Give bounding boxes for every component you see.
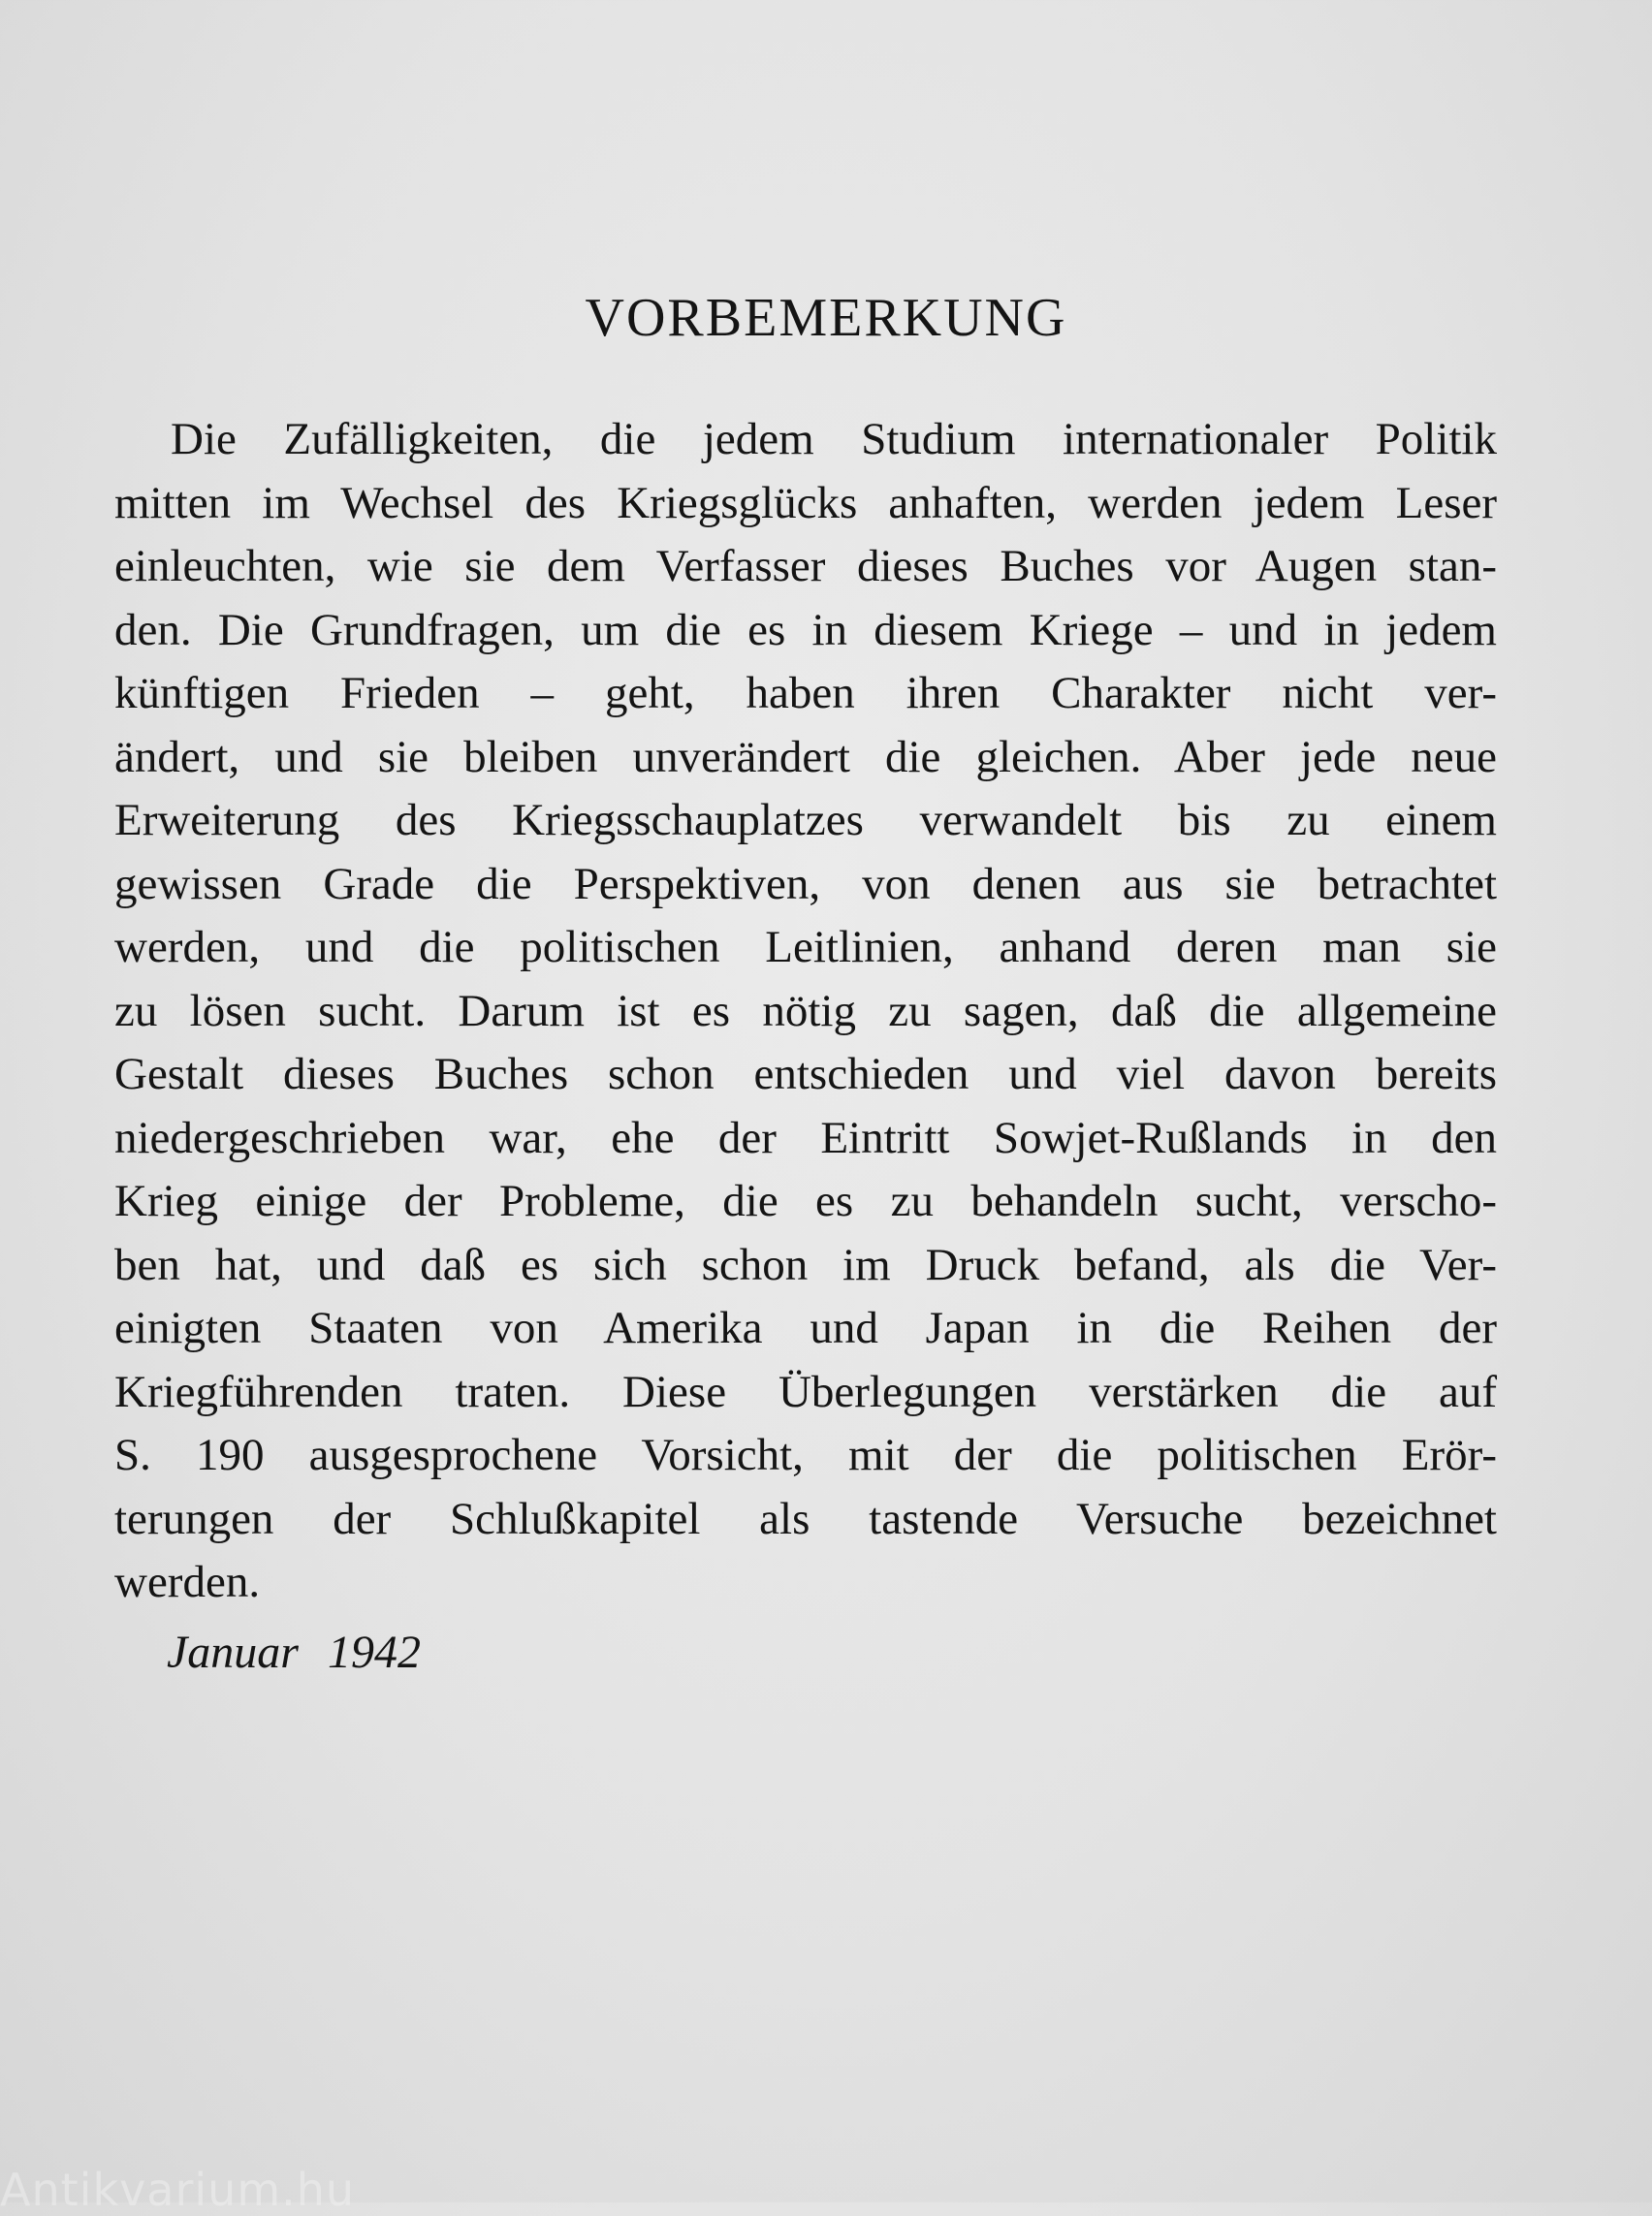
text-line: Erweiterung des Kriegsschauplatzes verwandelt bis zu einem (114, 795, 1497, 845)
text-line: den. Die Grundfragen, um die es in diesem Kriege – und in jedem (114, 604, 1497, 655)
text-line: zu lösen sucht. Darum ist es nötig zu sagen, daß die allgemeine (114, 985, 1497, 1036)
date-signature (167, 1621, 421, 1685)
text-line: künftigen Frieden – geht, haben ihren Charakter nicht ver- (114, 668, 1497, 718)
text-line: Krieg einige der Probleme, die es zu behandeln sucht, verscho- (114, 1176, 1497, 1226)
text-line: Die Zufälligkeiten, die jedem Studium internationaler Politik (171, 414, 1497, 464)
text-line: einigten Staaten von Amerika und Japan in die Reihen der (114, 1303, 1497, 1353)
date-year: 1942 (327, 1627, 421, 1678)
text-line: niedergeschrieben war, ehe der Eintritt Sowjet-Rußlands in den (114, 1112, 1497, 1163)
text-line: terungen der Schlußkapitel als tastende Versuche bezeichnet (114, 1493, 1497, 1544)
page-title: VORBEMERKUNG (585, 288, 1067, 348)
text-line: ben hat, und daß es sich schon im Druck befand, als die Ver- (114, 1239, 1497, 1290)
preface-paragraph (114, 408, 1497, 1615)
text-line: Gestalt dieses Buches schon entschieden und viel davon bereits (114, 1049, 1497, 1099)
text-line: ändert, und sie bleiben unverändert die gleichen. Aber jede neue (114, 731, 1497, 782)
watermark: Antikvarium.hu (0, 2164, 356, 2216)
text-line: S. 190 ausgesprochene Vorsicht, mit der die politischen Erör- (114, 1430, 1497, 1480)
text-line: werden, und die politischen Leitlinien, anhand deren man sie (114, 922, 1497, 972)
text-line: gewissen Grade die Perspektiven, von denen aus sie betrachtet (114, 858, 1497, 909)
text-line: Kriegführenden traten. Diese Überlegungen verstärken die auf (114, 1366, 1497, 1417)
text-line: einleuchten, wie sie dem Verfasser dieses Buches vor Augen stan- (114, 541, 1497, 591)
text-line: mitten im Wechsel des Kriegsglücks anhaften, werden jedem Leser (114, 477, 1497, 528)
text-line: werden. (114, 1557, 261, 1607)
show-through-shadow (87, 223, 1580, 281)
date-month: Januar (167, 1627, 299, 1678)
